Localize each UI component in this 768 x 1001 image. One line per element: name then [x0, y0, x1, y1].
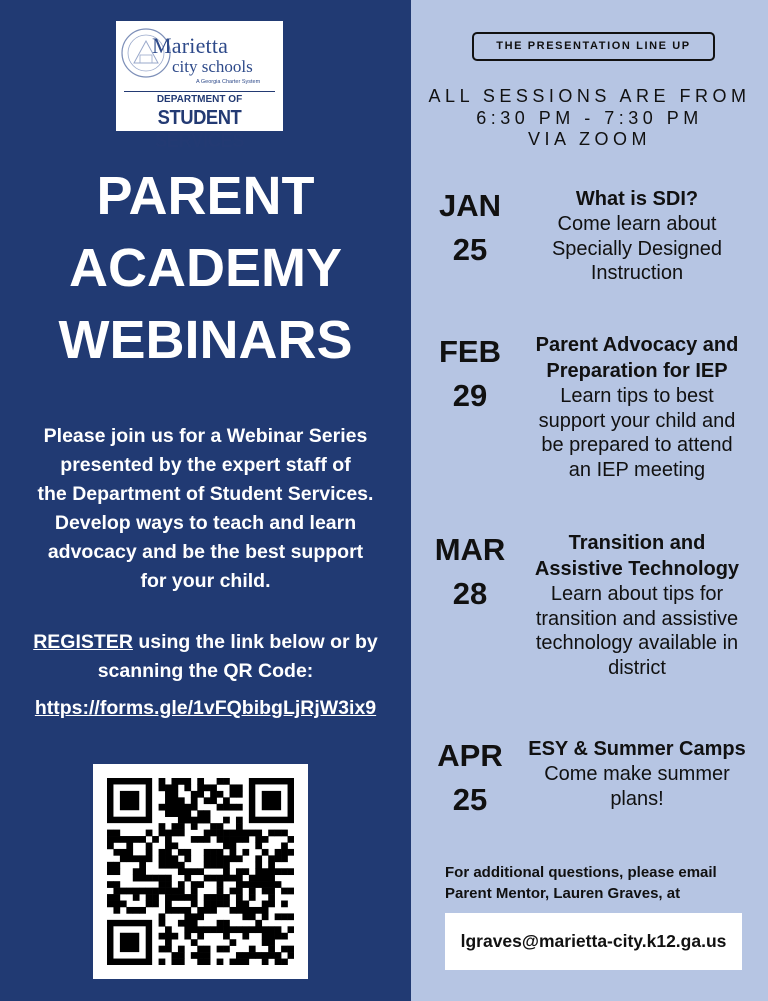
session-desc-line: technology available in — [535, 632, 739, 654]
logo-dept-line: DEPARTMENT OF — [124, 91, 275, 105]
register-text-rest: using the link below or by — [132, 631, 378, 653]
title-line2: ACADEMY — [68, 238, 342, 298]
session-day: 25 — [452, 782, 488, 817]
intro-line: for your child. — [140, 570, 271, 592]
session-desc-line: Specially Designed — [551, 237, 723, 260]
session-month: APR — [437, 738, 503, 773]
page-title — [0, 160, 411, 376]
intro-text — [10, 422, 401, 596]
contact-line: For additional questions, please email — [445, 864, 717, 881]
contact-email-link[interactable]: lgraves@marietta-city.k12.ga.us — [460, 931, 727, 951]
intro-line: Please join us for a Webinar Series — [43, 425, 368, 447]
session-date — [411, 734, 529, 822]
session-info — [519, 530, 755, 680]
title-line3: WEBINARS — [58, 310, 353, 370]
session-day: 25 — [452, 232, 488, 267]
session-title: Transition and — [568, 532, 706, 554]
session-title: What is SDI? — [575, 188, 699, 210]
contact-email-box — [445, 913, 742, 970]
qr-code[interactable] — [93, 764, 308, 979]
session-title: Parent Advocacy and — [535, 334, 739, 356]
session-info — [519, 332, 755, 482]
title-line1: PARENT — [96, 166, 315, 226]
intro-line: Develop ways to teach and learn — [54, 512, 357, 534]
session-desc-line: an IEP meeting — [568, 458, 706, 481]
session-month: FEB — [439, 334, 501, 369]
session-title: Assistive Technology — [534, 558, 740, 580]
session-desc-line: transition and assistive — [535, 607, 739, 630]
session-desc-line: Come learn about — [557, 213, 717, 235]
session-desc-line: Learn about tips for — [550, 583, 724, 605]
session-day: 28 — [452, 576, 488, 611]
session-desc-line: be prepared to attend — [541, 434, 733, 456]
intro-line: presented by the expert staff of — [60, 454, 351, 476]
register-link[interactable]: REGISTER — [33, 631, 133, 653]
session-desc-line: plans! — [610, 787, 664, 810]
registration-url-link[interactable]: https://forms.gle/1vFQbibgLjRjW3ix9 — [34, 697, 377, 719]
session-desc-line: Instruction — [590, 262, 684, 284]
logo-name-line1: Marietta — [152, 33, 229, 58]
session-info — [519, 186, 755, 286]
logo-tagline: A Georgia Charter System — [196, 79, 261, 85]
logo-name-line2: city schools — [172, 57, 253, 76]
sessions-time-info — [411, 86, 768, 151]
lineup-badge: THE PRESENTATION LINE UP — [472, 32, 715, 61]
session-title: Preparation for IEP — [546, 360, 728, 382]
session-desc-line: district — [608, 656, 666, 679]
session-day: 29 — [452, 378, 488, 413]
right-panel — [411, 0, 768, 1001]
session-month: JAN — [438, 188, 501, 223]
intro-line: advocacy and be the best support — [47, 541, 364, 563]
register-line2: scanning the QR Code: — [97, 660, 314, 682]
session-date — [411, 528, 529, 616]
session-title: ESY & Summer Camps — [528, 738, 746, 760]
qr-code-icon — [107, 778, 294, 965]
session-month: MAR — [434, 532, 506, 567]
session-info — [519, 736, 755, 811]
session-date — [411, 330, 529, 418]
register-text — [10, 628, 401, 686]
marietta-city-schools-logo — [116, 21, 283, 152]
contact-line: Parent Mentor, Lauren Graves, at — [445, 885, 681, 902]
sessions-info-line: 6:30 PM - 7:30 PM — [476, 107, 703, 128]
sessions-info-line: VIA ZOOM — [527, 129, 651, 149]
session-desc-line: Learn tips to best — [560, 385, 714, 407]
intro-line: the Department of Student Services. — [37, 483, 374, 505]
session-date — [411, 184, 529, 272]
session-desc-line: Come make summer — [544, 763, 730, 785]
contact-text — [445, 862, 765, 904]
logo-dept-name: STUDENT SERVICES — [154, 107, 245, 152]
sessions-info-line: ALL SESSIONS ARE FROM — [428, 86, 751, 106]
session-desc-line: support your child and — [538, 409, 736, 432]
